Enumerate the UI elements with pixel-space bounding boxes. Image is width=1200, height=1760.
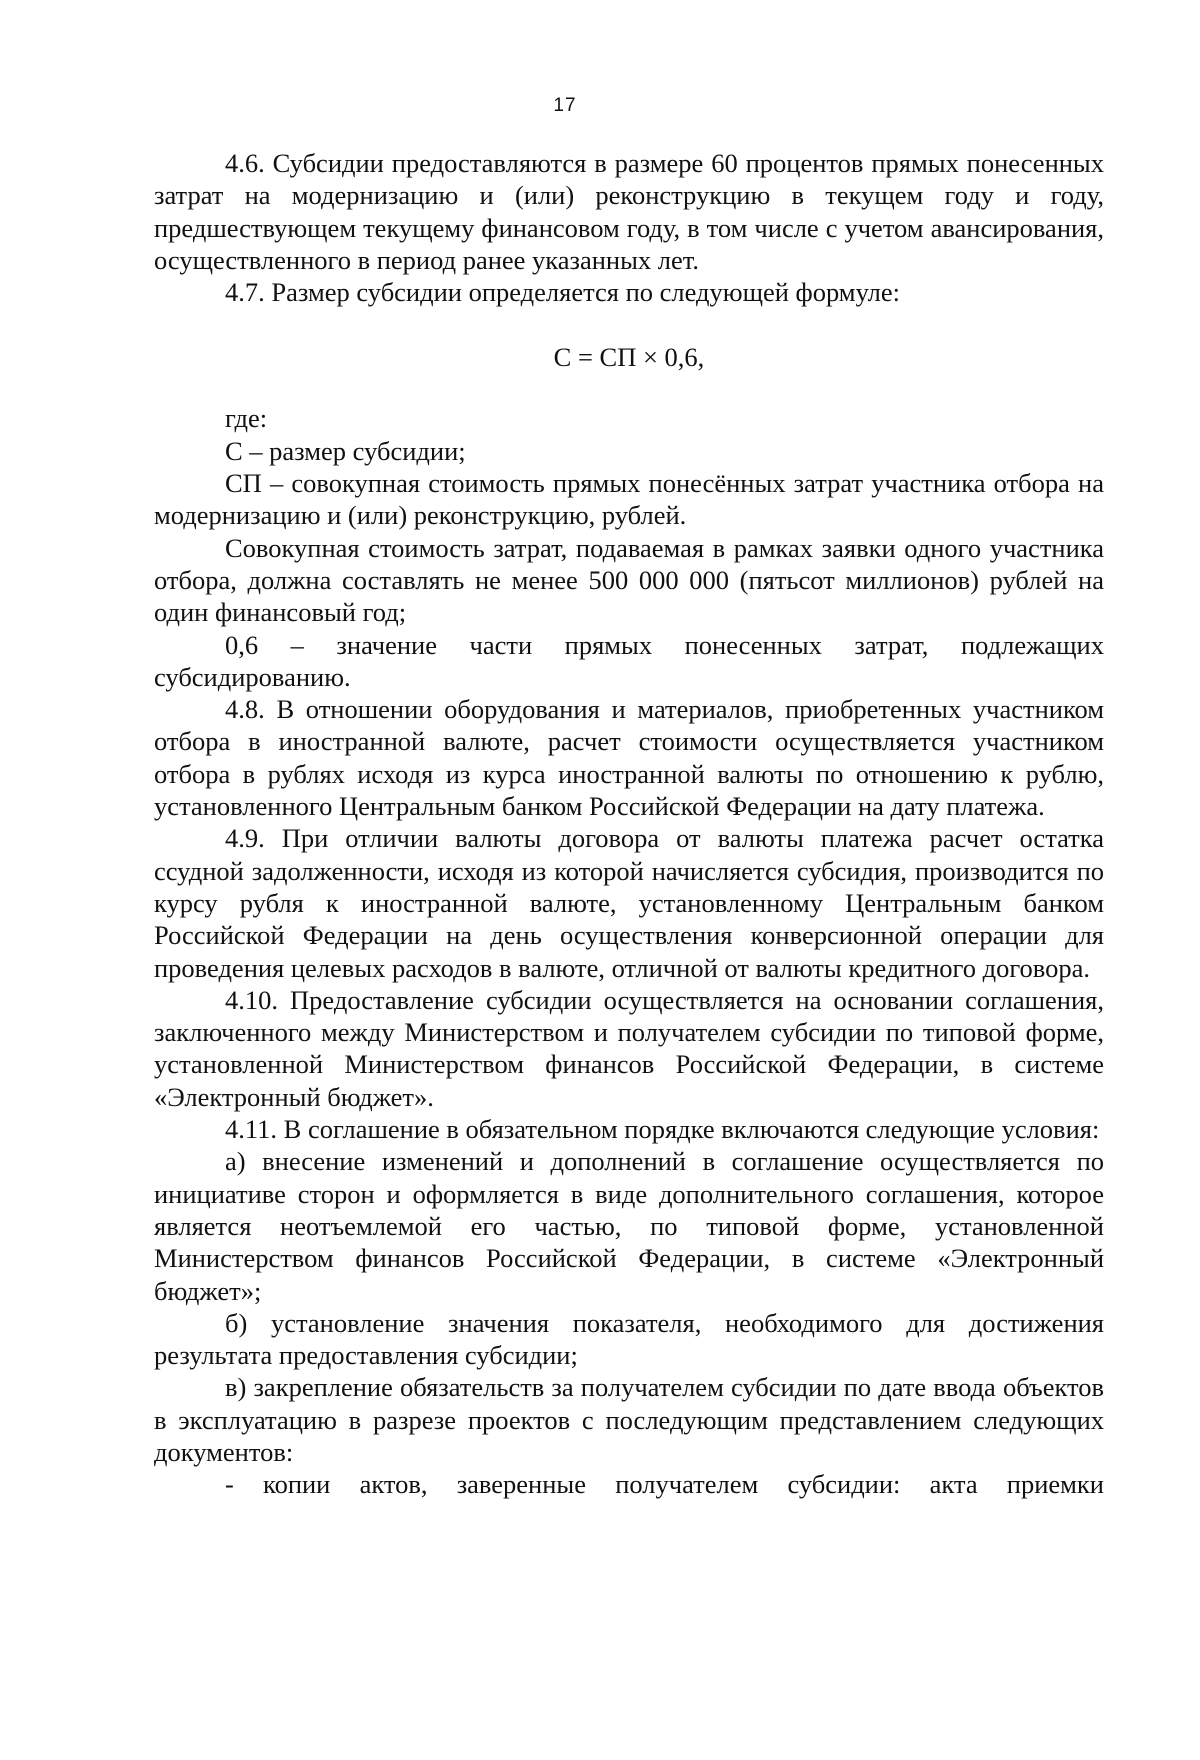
definition-coefficient: 0,6 – значение части прямых понесенных затрат, подлежащих субсидированию. <box>154 629 1104 692</box>
document-body <box>154 147 1104 1501</box>
paragraph-4-6: 4.6. Субсидии предоставляются в размере 60 процентов прямых понесенных затрат на модернизацию и (или) реконструкцию в текущем году и году, предшествующем текущему финансовом году, в том числе с учетом авансирования, осуществленного в период ранее указанных лет. <box>154 148 1104 275</box>
list-item-a: а) внесение изменений и дополнений в соглашение осуществляется по инициативе сторон и оформляется в виде дополнительного соглашения, которое является неотъемлемой его частью, по типовой форме, установленной Министерством финансов Российской Федерации, в системе «Электронный бюджет»; <box>154 1146 1104 1306</box>
list-item-dash: - копии актов, заверенные получателем субсидии: акта приемки <box>225 1469 1104 1500</box>
paragraph-4-9: 4.9. При отличии валюты договора от валюты платежа расчет остатка ссудной задолженности, исходя из которой начисляется субсидия, производится по курсу рубля к иностранной валюте, установленному Центральным банком Российской Федерации на день осуществления конверсионной операции для проведения целевых расходов в валюте, отличной от валюты кредитного договора. <box>154 823 1104 983</box>
paragraph-4-10: 4.10. Предоставление субсидии осуществляется на основании соглашения, заключенного между Министерством и получателем субсидии по типовой форме, установленной Министерством финансов Российской Федерации, в системе «Электронный бюджет». <box>154 984 1104 1112</box>
paragraph-4-11: 4.11. В соглашение в обязательном порядке включаются следующие условия: <box>225 1114 1100 1145</box>
formula-where-label: где: <box>225 403 268 434</box>
paragraph-4-7: 4.7. Размер субсидии определяется по следующей формуле: <box>225 277 901 308</box>
page-number: 17 <box>553 95 577 116</box>
list-item-v: в) закрепление обязательств за получателем субсидии по дате ввода объектов в эксплуатацию в разрезе проектов с последующим представлением следующих документов: <box>154 1372 1104 1467</box>
definition-sp: СП – совокупная стоимость прямых понесённых затрат участника отбора на модернизацию и (или) реконструкцию, рублей. <box>154 468 1104 531</box>
list-item-b: б) установление значения показателя, необходимого для достижения результата предоставления субсидии; <box>154 1307 1104 1371</box>
subsidy-formula: С = СП × 0,6, <box>553 342 705 373</box>
total-cost-requirement: Совокупная стоимость затрат, подаваемая в рамках заявки одного участника отбора, должна составлять не менее 500 000 000 (пятьсот миллионов) рублей на один финансовый год; <box>154 532 1104 628</box>
definition-c: С – размер субсидии; <box>225 435 466 466</box>
paragraph-4-8: 4.8. В отношении оборудования и материалов, приобретенных участником отбора в иностранной валюте, расчет стоимости осуществляется участником отбора в рублях исходя из курса иностранной валюты по отношению к рублю, установленного Центральным банком Российской Федерации на дату платежа. <box>154 694 1104 822</box>
